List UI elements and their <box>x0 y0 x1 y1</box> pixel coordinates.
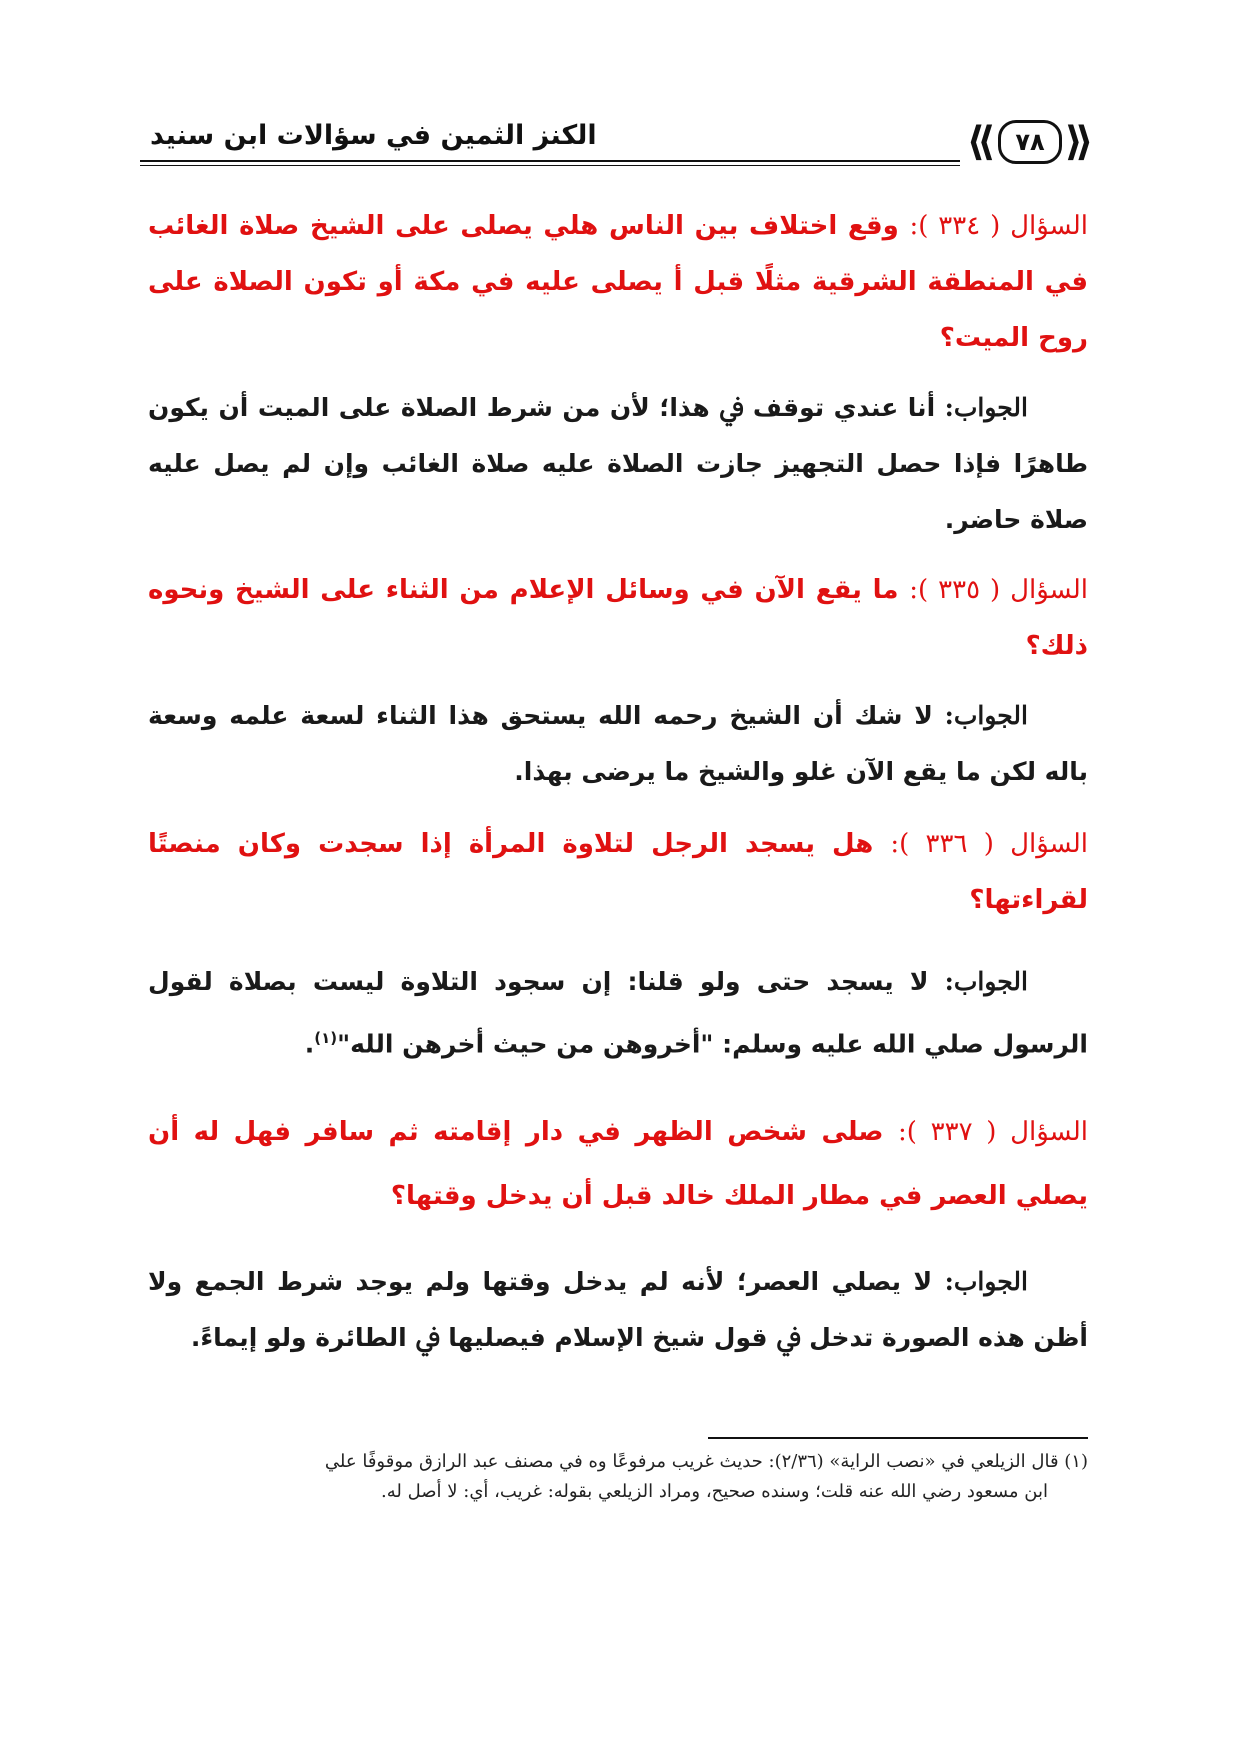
answer-label: الجواب: <box>944 967 1028 996</box>
page-number-badge <box>966 112 1094 172</box>
question-label: السؤال ( ٣٣٧ ): <box>898 1117 1089 1148</box>
page-number: ٧٨ <box>998 120 1061 164</box>
answer-label: الجواب: <box>944 393 1028 422</box>
question-label: السؤال ( ٣٣٤ ): <box>909 211 1088 241</box>
answer-334 <box>148 380 1088 548</box>
footnote-reference[interactable]: (١) <box>314 1029 338 1047</box>
footnote-separator <box>708 1437 1088 1439</box>
header-rule <box>140 160 960 166</box>
question-334 <box>148 198 1088 366</box>
question-text: وقع اختلاف بين الناس هلي يصلى على الشيخ صلاة الغائب في المنطقة الشرقية مثلًا قبل أ يصلى عليه في مكة أو تكون الصلاة على روح الميت؟ <box>148 211 1088 353</box>
answer-337 <box>148 1254 1088 1366</box>
question-text: ما يقع الآن في وسائل الإعلام من الثناء على الشيخ ونحوه ذلك؟ <box>148 575 1088 661</box>
ornament-bracket-right-icon: ⟪ <box>1064 119 1094 165</box>
question-335 <box>148 562 1088 674</box>
page-header <box>140 110 1094 182</box>
question-337 <box>148 1100 1088 1228</box>
answer-text: لا شك أن الشيخ رحمه الله يستحق هذا الثناء لسعة علمه وسعة باله لكن ما يقع الآن غلو والشيخ ما يرضى بهذا. <box>148 701 1088 786</box>
question-label: السؤال ( ٣٣٥ ): <box>909 575 1088 605</box>
book-title: الكنز الثمين في سؤالات ابن سنيد <box>150 120 597 151</box>
question-text: صلى شخص الظهر في دار إقامته ثم سافر فهل له أن يصلي العصر في مطار الملك خالد قبل أن يدخل وقتها؟ <box>148 1117 1088 1212</box>
footnote-line: ابن مسعود رضي الله عنه قلت؛ وسنده صحيح، ومراد الزيلعي بقوله: غريب، أي: لا أصل له. <box>381 1481 1048 1502</box>
question-text: هل يسجد الرجل لتلاوة المرأة إذا سجدت وكان منصتًا لقراءتها؟ <box>148 829 1088 915</box>
answer-label: الجواب: <box>944 701 1028 730</box>
answer-end: . <box>304 1029 315 1059</box>
answer-text: لا يسجد حتى ولو قلنا: إن سجود التلاوة ليست بصلاة لقول الرسول صلي الله عليه وسلم: "أخروهن من حيث أخرهن الله" <box>148 967 1088 1059</box>
ornament-bracket-left-icon: ⟫ <box>966 119 996 165</box>
answer-336 <box>148 954 1088 1072</box>
footnote <box>148 1447 1088 1507</box>
answer-text: أنا عندي توقف ﰲ هذا؛ لأن من شرط الصلاة على الميت أن يكون طاهرًا فإذا حصل التجهيز جازت الصلاة عليه صلاة الغائب وإن لم يصل عليه صلاة حاضر. <box>148 393 1088 534</box>
footnote-line: (١) قال الزيلعي في «نصب الراية» (٢/٣٦): حديث غريب مرفوعًا وه في مصنف عبد الرازق موقوفًا علي <box>324 1451 1088 1472</box>
answer-label: الجواب: <box>944 1267 1028 1297</box>
answer-text: لا يصلي العصر؛ لأنه لم يدخل وقتها ولم يوجد شرط الجمع ولا أظن هذه الصورة تدخل ﰲ قول شيخ الإسلام فيصليها ﰲ الطائرة ولو إيماءً. <box>148 1267 1088 1353</box>
page-content <box>148 198 1088 1366</box>
question-336 <box>148 816 1088 928</box>
answer-335 <box>148 688 1088 800</box>
question-label: السؤال ( ٣٣٦ ): <box>890 829 1089 859</box>
